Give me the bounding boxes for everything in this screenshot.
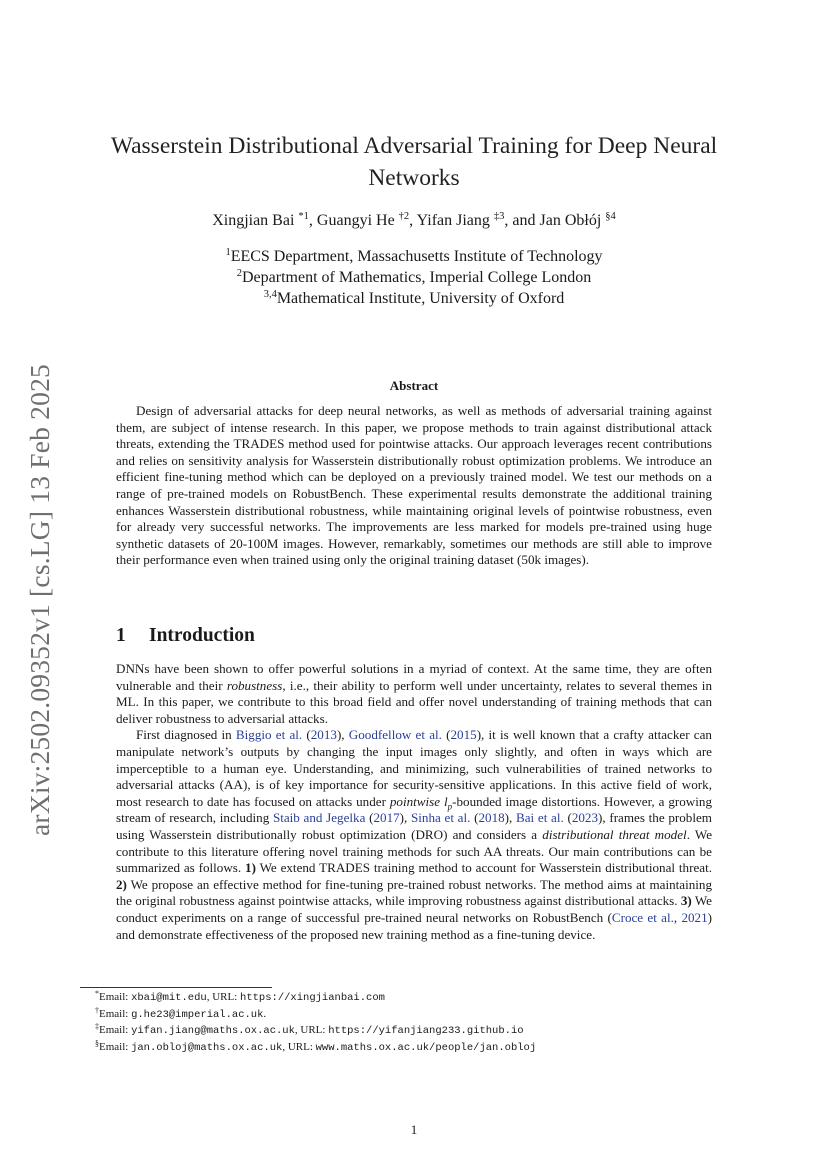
author-marks: ‡3 xyxy=(493,211,505,222)
footnote-rule xyxy=(80,987,272,988)
author-separator: , xyxy=(308,212,317,229)
text-run: ) and demonstrate effectiveness of the proposed new training method as a fine-tuning device. xyxy=(116,909,713,942)
footnote-url[interactable]: https://yifanjiang233.github.io xyxy=(328,1025,524,1037)
affiliation-text: Department of Mathematics, Imperial College London xyxy=(242,269,592,286)
math-lp xyxy=(444,793,453,812)
footnote-label: Email: xyxy=(99,1024,132,1036)
citation-year-link[interactable]: 2018 xyxy=(478,810,505,826)
title-line-2: Networks xyxy=(368,165,460,191)
citation-link[interactable]: Staib and Jegelka xyxy=(272,810,366,826)
footnote-mark: * xyxy=(95,989,99,998)
text-run: ), xyxy=(504,810,516,826)
text-run: ( xyxy=(441,727,451,743)
footnote-url[interactable]: https://xingjianbai.com xyxy=(240,992,385,1004)
math-subscript: p xyxy=(447,801,453,812)
affiliations xyxy=(100,246,728,309)
author-marks: †2 xyxy=(398,211,410,222)
footnote-email[interactable]: jan.obloj@maths.ox.ac.uk xyxy=(131,1041,283,1054)
footnote-mark: ‡ xyxy=(95,1022,99,1031)
text-run: First diagnosed in xyxy=(136,727,236,743)
author-separator: , and xyxy=(504,212,540,229)
title-line-1: Wasserstein Distributional Adversarial Training for Deep Neural xyxy=(110,133,718,159)
citation-link[interactable]: Biggio et al. xyxy=(235,727,303,743)
text-run: ), xyxy=(399,810,412,826)
footnotes xyxy=(95,990,735,1056)
footnote-mark: † xyxy=(95,1005,99,1015)
affiliation-mark: 1 xyxy=(225,247,231,258)
citation-year-link[interactable]: 2017 xyxy=(373,810,400,826)
page-number: 1 xyxy=(410,1122,418,1137)
text-run: ( xyxy=(563,810,572,826)
footnote xyxy=(95,1023,735,1040)
footnote-email[interactable]: xbai@mit.edu xyxy=(131,992,207,1004)
citation-year-link[interactable]: 2021 xyxy=(681,909,708,925)
text-run: ( xyxy=(470,810,479,826)
text-run: ), frames the problem using Wasserstein distributionally robust optimization (DRO) and considers a xyxy=(116,810,712,842)
footnote-label: , URL: xyxy=(294,1024,329,1036)
footnote xyxy=(95,1007,735,1024)
section-number: 1 xyxy=(116,625,126,646)
text-run: ( xyxy=(365,810,374,826)
footnote-email[interactable]: g.he23@imperial.ac.uk xyxy=(131,1008,264,1021)
text-run: We propose an effective method for fine-tuning pre-trained robust networks. The method aims at maintaining the original robustness against pointwise attacks, while improving robustness against distributional attacks. xyxy=(116,876,712,909)
affiliation-text: Mathematical Institute, University of Oxford xyxy=(276,290,565,307)
author-name: Xingjian Bai xyxy=(212,212,295,229)
paragraph xyxy=(116,727,712,943)
footnote-label: Email: xyxy=(99,1007,132,1020)
text-run: , xyxy=(673,909,682,925)
text-run: -bounded image distortions. However, a growing stream of research, including xyxy=(116,793,712,826)
abstract-heading: Abstract xyxy=(389,378,439,393)
affiliation xyxy=(100,246,728,267)
author-marks: §4 xyxy=(605,211,616,222)
text-run: We conduct experiments on a range of successful pre-trained neural networks on RobustBench ( xyxy=(116,893,712,925)
author-marks: *1 xyxy=(298,211,309,222)
citation-year-link[interactable]: 2015 xyxy=(450,727,477,743)
author-name: Jan Obłój xyxy=(539,212,602,229)
text-run: ( xyxy=(302,727,311,743)
emphasis: distributional threat model xyxy=(542,826,687,842)
affiliation-mark: 2 xyxy=(236,268,242,279)
footnote-label: , URL: xyxy=(282,1040,316,1053)
footnote-label: Email: xyxy=(99,991,132,1003)
citation-link[interactable]: Bai et al. xyxy=(516,810,564,826)
introduction-body xyxy=(116,661,712,943)
citation-link[interactable]: Croce et al. xyxy=(611,909,674,925)
author-name: Guangyi He xyxy=(316,212,395,229)
affiliation xyxy=(100,267,728,288)
footnote-mark: § xyxy=(95,1038,99,1048)
footnote-label: , URL: xyxy=(206,991,241,1003)
footnote-url[interactable]: www.maths.ox.ac.uk/people/jan.obloj xyxy=(315,1041,537,1054)
footnote xyxy=(95,1040,735,1057)
text-run: DNNs have been shown to offer powerful solutions in a myriad of context. At the same time, they are often vulnerable and their xyxy=(116,661,712,693)
citation-year-link[interactable]: 2023 xyxy=(571,810,598,826)
citation-link[interactable]: Sinha et al. xyxy=(411,810,471,826)
contribution-marker: 2) xyxy=(116,876,127,892)
text-run: , i.e., their ability to perform well under uncertainty, relates to several themes in ML. In this paper, we contribute to this broad field and offer novel understanding of training methods that can deliver robustness to adversarial attacks. xyxy=(116,677,712,726)
text-run: . We contribute to this literature offering novel training methods for such AA threats. Our main contributions can be summarized as follows. xyxy=(116,826,713,876)
author-list xyxy=(100,210,728,232)
math-symbol: l xyxy=(444,793,448,809)
emphasis: robustness xyxy=(226,677,283,693)
affiliation-text: EECS Department, Massachusetts Institute of Technology xyxy=(230,248,603,265)
arxiv-stamp: arXiv:2502.09352v1 [cs.LG] 13 Feb 2025 xyxy=(24,364,55,836)
text-run: ), it is well known that a crafty attacker can manipulate network’s outputs by changing the input images only slightly, and often in ways which are imperceptible to a human eye. Understanding, and minimizing, such vulnerabilities of trained networks to adversarial attacks (AA), is of key importance for security-sensitive applications. In this active field of work, most research to date has focused on attacks under xyxy=(116,727,712,809)
section-title: Introduction xyxy=(149,625,255,646)
text-run: ), xyxy=(336,727,349,743)
contribution-marker: 1) xyxy=(245,860,256,876)
author-name: Yifan Jiang xyxy=(416,212,490,229)
affiliation-mark: 3,4 xyxy=(263,289,277,300)
contribution-marker: 3) xyxy=(680,893,692,909)
footnote-email[interactable]: yifan.jiang@maths.ox.ac.uk xyxy=(131,1025,295,1037)
section-heading xyxy=(116,625,255,647)
paragraph xyxy=(116,661,712,727)
paper-title xyxy=(100,130,728,194)
affiliation xyxy=(100,288,728,309)
footnote-end: . xyxy=(263,1007,267,1020)
abstract-body: Design of adversarial attacks for deep neural networks, as well as methods of adversarial training against them, are subject of intense research. In this paper, we propose methods to train against distributional attack threats, extending the TRADES method used for pointwise attacks. Our approach leverages recent contributions and relies on sensitivity analysis for Wasserstein distributionally robust optimization problems. We introduce an efficient fine-tuning method which can be deployed on a previously trained model. We test our methods on a range of pre-trained models on RobustBench. These experimental results demonstrate the additional training enhances Wasserstein distributional robustness, while maintaining original levels of pointwise robustness, even for already very successful networks. The improvements are less marked for models pre-trained using huge synthetic datasets of 20-100M images. However, remarkably, sometimes our methods are still able to improve their performance even when trained using only the original training dataset (50k images). xyxy=(116,403,712,568)
citation-year-link[interactable]: 2013 xyxy=(310,727,337,743)
emphasis: pointwise xyxy=(389,793,441,809)
text-run: We extend TRADES training method to account for Wasserstein distributional threat. xyxy=(255,860,712,876)
footnote-label: Email: xyxy=(99,1040,132,1053)
footnote xyxy=(95,990,735,1007)
author-separator: , xyxy=(409,212,417,229)
citation-link[interactable]: Goodfellow et al. xyxy=(348,727,442,743)
